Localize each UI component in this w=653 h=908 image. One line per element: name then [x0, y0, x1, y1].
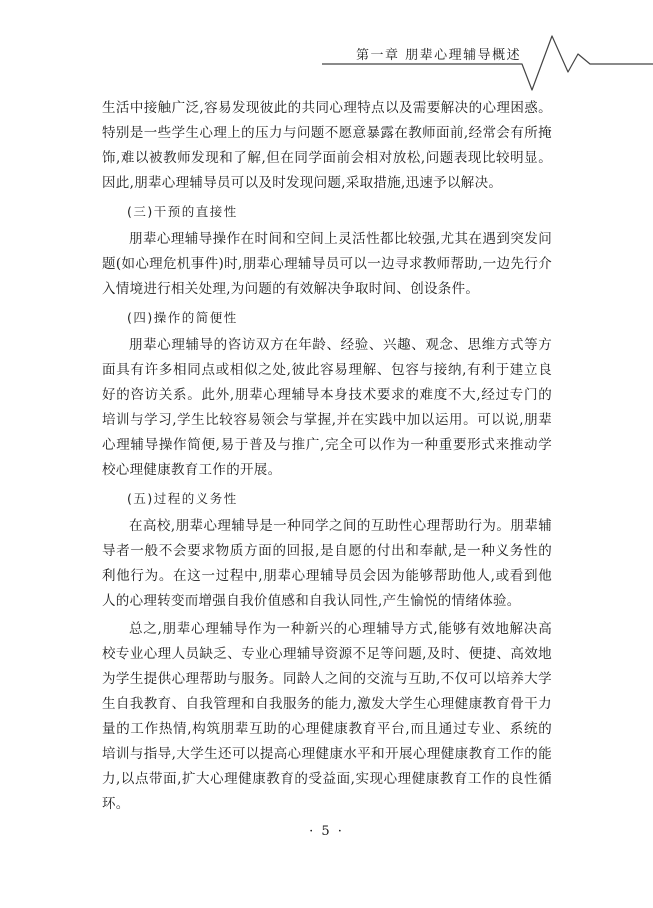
body-text	[102, 96, 552, 820]
paragraph-directness: 朋辈心理辅导操作在时间和空间上灵活性都比较强,尤其在遇到突发问题(如心理危机事件)时,朋辈心理辅导员可以一边寻求教师帮助,一边先行介入情境进行相关处理,为问题的有效解决争取时间、创设条件。	[102, 231, 552, 297]
section-heading-simplicity: (四)操作的简便性	[127, 310, 238, 325]
page-number: · 5 ·	[309, 824, 344, 839]
paragraph-simplicity: 朋辈心理辅导的咨访双方在年龄、经验、兴趣、观念、思维方式等方面具有许多相同点或相似之处,彼此容易理解、包容与接纳,有利于建立良好的咨访关系。此外,朋辈心理辅导本身技术要求的难度不大,经过专门的培训与学习,学生比较容易领会与掌握,并在实践中加以运用。可以说,朋辈心理辅导操作简便,易于普及与推广,完全可以作为一种重要形式来推动学校心理健康教育工作的开展。	[102, 337, 552, 478]
paragraph-voluntary: 在高校,朋辈心理辅导是一种同学之间的互助性心理帮助行为。朋辈辅导者一般不会要求物质方面的回报,是自愿的付出和奉献,是一种义务性的利他行为。在这一过程中,朋辈心理辅导员会因为能够帮助他人,或看到他人的心理转变而增强自我价值感和自我认同性,产生愉悦的情绪体验。	[102, 518, 552, 609]
section-heading-voluntary: (五)过程的义务性	[127, 491, 238, 506]
section-heading-directness: (三)干预的直接性	[127, 204, 238, 219]
chapter-header-title: 第一章 朋辈心理辅导概述	[356, 48, 522, 63]
paragraph-continued: 生活中接触广泛,容易发现彼此的共同心理特点以及需要解决的心理困惑。特别是一些学生心理上的压力与问题不愿意暴露在教师面前,经常会有所掩饰,难以被教师发现和了解,但在同学面前会相对放松,问题表现比较明显。因此,朋辈心理辅导员可以及时发现问题,采取措施,迅速予以解决。	[102, 100, 552, 191]
header-heartbeat-line	[0, 28, 653, 98]
paragraph-summary: 总之,朋辈心理辅导作为一种新兴的心理辅导方式,能够有效地解决高校专业心理人员缺乏、专业心理辅导资源不足等问题,及时、便捷、高效地为学生提供心理帮助与服务。同龄人之间的交流与互助,不仅可以培养大学生自我教育、自我管理和自我服务的能力,激发大学生心理健康教育骨干力量的工作热情,构筑朋辈互助的心理健康教育平台,而且通过专业、系统的培训与指导,大学生还可以提高心理健康水平和开展心理健康教育工作的能力,以点带面,扩大心理健康教育的受益面,实现心理健康教育工作的良性循环。	[102, 621, 552, 812]
